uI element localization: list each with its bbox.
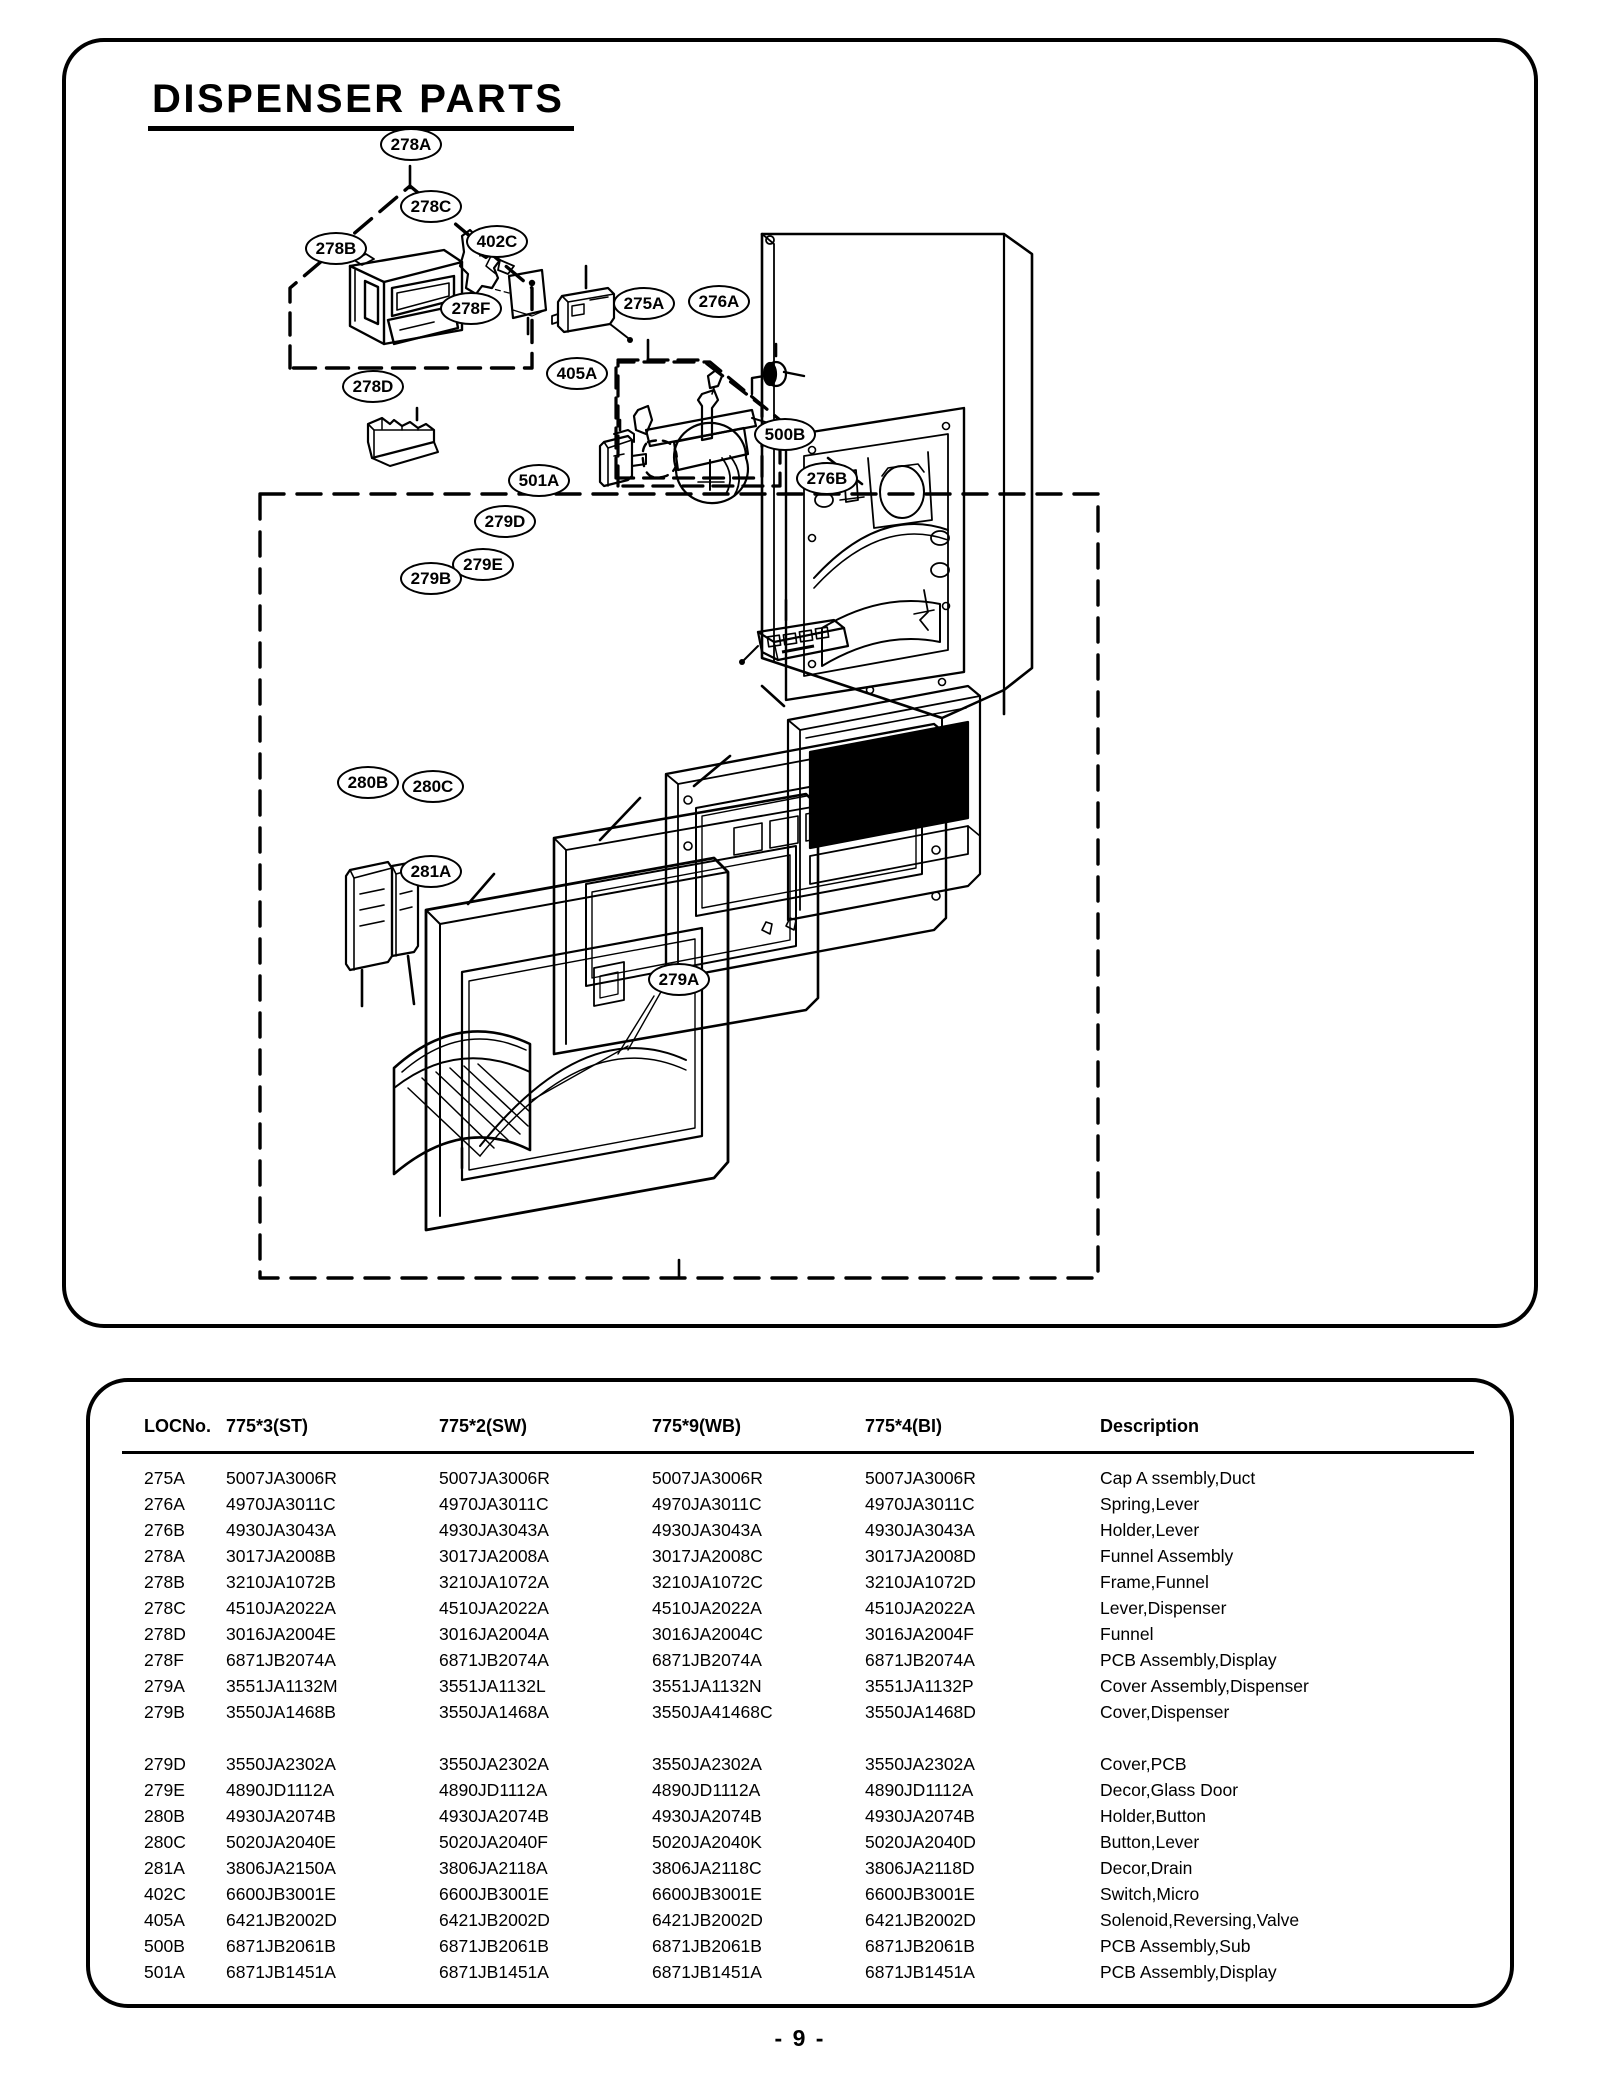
cell-locno: 279D <box>144 1754 186 1774</box>
page-title: DISPENSER PARTS <box>148 78 574 131</box>
cell-description: Cap A ssembly,Duct <box>1100 1468 1256 1488</box>
cell-part-775-4-bi: 3016JA2004F <box>865 1624 974 1644</box>
table-row <box>122 1596 1474 1622</box>
cell-part-775-4-bi: 4930JA3043A <box>865 1520 975 1540</box>
cell-locno: 278B <box>144 1572 185 1592</box>
cell-description: Button,Lever <box>1100 1832 1200 1852</box>
diagram-panel <box>62 38 1538 1328</box>
cell-part-775-9-wb: 4890JD1112A <box>652 1780 761 1800</box>
cell-part-775-3-st: 3550JA1468B <box>226 1702 336 1722</box>
table-row <box>122 1648 1474 1674</box>
cell-part-775-3-st: 3806JA2150A <box>226 1858 336 1878</box>
callout-label: 276B <box>806 469 848 488</box>
table-body <box>122 1453 1474 1986</box>
callout-label: 281A <box>410 862 452 881</box>
cell-description: Spring,Lever <box>1100 1494 1200 1514</box>
cell-description <box>1078 1726 1474 1752</box>
cell-description: Solenoid,Reversing,Valve <box>1100 1910 1300 1930</box>
cell-part-775-4-bi: 5020JA2040D <box>865 1832 976 1852</box>
cell-part-775-2-sw: 6421JB2002D <box>439 1910 550 1930</box>
cell-part-775-2-sw: 4970JA3011C <box>439 1494 549 1514</box>
callout-label: 278D <box>352 377 394 396</box>
table-header-row <box>122 1412 1474 1453</box>
callout-label: 278A <box>390 135 432 154</box>
table-row <box>122 1908 1474 1934</box>
table-row <box>122 1804 1474 1830</box>
cell-part-775-9-wb: 6871JB1451A <box>652 1962 762 1982</box>
cell-part-775-2-sw <box>439 1726 652 1752</box>
cell-part-775-3-st: 3017JA2008B <box>226 1546 336 1566</box>
callout-label: 278F <box>451 299 491 318</box>
cell-part-775-9-wb: 3550JA41468C <box>652 1702 773 1722</box>
table-row <box>122 1700 1474 1726</box>
cell-part-775-4-bi: 4510JA2022A <box>865 1598 975 1618</box>
callout-278A[interactable] <box>380 128 442 161</box>
cell-part-775-2-sw: 5007JA3006R <box>439 1468 550 1488</box>
column-header-description: Description <box>1100 1416 1200 1436</box>
callout-278C[interactable] <box>400 190 462 223</box>
cell-locno: 281A <box>144 1858 185 1878</box>
callout-label: 405A <box>556 364 598 383</box>
callout-279A[interactable] <box>648 963 710 996</box>
cell-part-775-4-bi: 6871JB1451A <box>865 1962 975 1982</box>
cell-description: Holder,Button <box>1100 1806 1207 1826</box>
cell-part-775-2-sw: 3017JA2008A <box>439 1546 549 1566</box>
parts-list-table <box>122 1412 1474 1986</box>
cell-locno: 402C <box>144 1884 186 1904</box>
table-row <box>122 1752 1474 1778</box>
callout-500B[interactable] <box>754 418 816 451</box>
cell-description: PCB Assembly,Display <box>1100 1650 1277 1670</box>
cell-part-775-2-sw: 6871JB1451A <box>439 1962 549 1982</box>
cell-part-775-2-sw: 4930JA3043A <box>439 1520 549 1540</box>
table-row <box>122 1882 1474 1908</box>
cell-part-775-2-sw: 5020JA2040F <box>439 1832 548 1852</box>
callout-276B[interactable] <box>796 462 858 495</box>
cell-part-775-3-st: 5007JA3006R <box>226 1468 337 1488</box>
callout-label: 279E <box>463 555 503 574</box>
cell-part-775-4-bi: 3550JA1468D <box>865 1702 976 1722</box>
cell-part-775-4-bi: 4890JD1112A <box>865 1780 974 1800</box>
table-row <box>122 1856 1474 1882</box>
cell-part-775-3-st: 4970JA3011C <box>226 1494 336 1514</box>
callout-405A[interactable] <box>546 357 608 390</box>
callout-280C[interactable] <box>402 770 464 803</box>
cell-part-775-9-wb: 6600JB3001E <box>652 1884 762 1904</box>
table-row <box>122 1518 1474 1544</box>
cell-part-775-3-st: 4930JA3043A <box>226 1520 336 1540</box>
cell-locno: 280C <box>144 1832 186 1852</box>
callout-label: 276A <box>698 292 740 311</box>
cell-locno: 278F <box>144 1650 184 1670</box>
cell-locno <box>122 1726 226 1752</box>
cell-part-775-3-st: 6600JB3001E <box>226 1884 336 1904</box>
cell-part-775-4-bi: 5007JA3006R <box>865 1468 976 1488</box>
table-row <box>122 1778 1474 1804</box>
cell-part-775-3-st: 3210JA1072B <box>226 1572 336 1592</box>
column-header-locno: LOCNo. <box>144 1416 211 1436</box>
cell-description: PCB Assembly,Sub <box>1100 1936 1251 1956</box>
cell-locno: 279E <box>144 1780 185 1800</box>
cell-locno: 275A <box>144 1468 185 1488</box>
cell-locno: 501A <box>144 1962 185 1982</box>
callout-label: 280B <box>347 773 389 792</box>
cell-part-775-9-wb: 3806JA2118C <box>652 1858 762 1878</box>
cell-description: Cover,PCB <box>1100 1754 1187 1774</box>
cell-part-775-2-sw: 3550JA2302A <box>439 1754 549 1774</box>
table-row <box>122 1544 1474 1570</box>
cell-part-775-4-bi: 6600JB3001E <box>865 1884 975 1904</box>
cell-part-775-9-wb: 6421JB2002D <box>652 1910 763 1930</box>
cell-description: Cover Assembly,Dispenser <box>1100 1676 1309 1696</box>
cell-locno: 279A <box>144 1676 185 1696</box>
callout-280B[interactable] <box>337 766 399 799</box>
cell-part-775-9-wb: 3551JA1132N <box>652 1676 762 1696</box>
column-header-775-3-st: 775*3(ST) <box>226 1416 309 1436</box>
cell-part-775-9-wb: 6871JB2061B <box>652 1936 762 1956</box>
cell-locno: 405A <box>144 1910 185 1930</box>
cell-part-775-4-bi: 3551JA1132P <box>865 1676 974 1696</box>
cell-description: Frame,Funnel <box>1100 1572 1209 1592</box>
table-spacer-row <box>122 1726 1474 1752</box>
cell-part-775-9-wb: 4930JA3043A <box>652 1520 762 1540</box>
cell-part-775-2-sw: 6871JB2061B <box>439 1936 549 1956</box>
table-row <box>122 1570 1474 1596</box>
callout-501A[interactable] <box>508 464 570 497</box>
cell-part-775-9-wb: 5007JA3006R <box>652 1468 763 1488</box>
cell-part-775-2-sw: 4890JD1112A <box>439 1780 548 1800</box>
cell-locno: 276A <box>144 1494 185 1514</box>
cell-part-775-9-wb: 5020JA2040K <box>652 1832 762 1852</box>
cell-locno: 278D <box>144 1624 186 1644</box>
cell-part-775-3-st: 5020JA2040E <box>226 1832 336 1852</box>
cell-description: Switch,Micro <box>1100 1884 1200 1904</box>
cell-part-775-3-st: 4510JA2022A <box>226 1598 336 1618</box>
callout-276A[interactable] <box>688 285 750 318</box>
cell-part-775-2-sw: 4930JA2074B <box>439 1806 549 1826</box>
column-header-775-2-sw: 775*2(SW) <box>439 1416 528 1436</box>
callout-label: 501A <box>518 471 560 490</box>
cell-part-775-4-bi: 6421JB2002D <box>865 1910 976 1930</box>
cell-description: PCB Assembly,Display <box>1100 1962 1277 1982</box>
callout-label: 279B <box>410 569 452 588</box>
cell-part-775-2-sw: 4510JA2022A <box>439 1598 549 1618</box>
cell-part-775-9-wb: 6871JB2074A <box>652 1650 762 1670</box>
cell-description: Decor,Glass Door <box>1100 1780 1239 1800</box>
cell-part-775-4-bi: 3210JA1072D <box>865 1572 976 1592</box>
cell-part-775-3-st: 4890JD1112A <box>226 1780 335 1800</box>
callout-279D[interactable] <box>474 505 536 538</box>
cell-locno: 278A <box>144 1546 185 1566</box>
table-row <box>122 1492 1474 1518</box>
cell-description: Decor,Drain <box>1100 1858 1193 1878</box>
cell-part-775-9-wb: 4970JA3011C <box>652 1494 762 1514</box>
callout-label: 402C <box>476 232 518 251</box>
cell-part-775-9-wb: 3016JA2004C <box>652 1624 763 1644</box>
cell-description: Funnel <box>1100 1624 1154 1644</box>
callout-label: 275A <box>623 294 665 313</box>
cell-part-775-3-st: 6871JB1451A <box>226 1962 336 1982</box>
callout-279B[interactable] <box>400 562 462 595</box>
cell-part-775-9-wb: 3550JA2302A <box>652 1754 762 1774</box>
callout-label: 280C <box>412 777 454 796</box>
cell-part-775-4-bi: 3017JA2008D <box>865 1546 976 1566</box>
cell-locno: 278C <box>144 1598 186 1618</box>
parts-list-table-container <box>86 1378 1514 2008</box>
cell-part-775-2-sw: 3551JA1132L <box>439 1676 546 1696</box>
table-row <box>122 1622 1474 1648</box>
cell-part-775-3-st <box>226 1726 439 1752</box>
cell-description: Cover,Dispenser <box>1100 1702 1230 1722</box>
callout-278F[interactable] <box>440 292 502 325</box>
cell-part-775-9-wb: 3017JA2008C <box>652 1546 763 1566</box>
table-row <box>122 1830 1474 1856</box>
cell-part-775-4-bi: 4930JA2074B <box>865 1806 975 1826</box>
cell-part-775-4-bi <box>865 1726 1078 1752</box>
table-row <box>122 1674 1474 1700</box>
cell-description: Lever,Dispenser <box>1100 1598 1227 1618</box>
cell-part-775-4-bi: 6871JB2061B <box>865 1936 975 1956</box>
cell-part-775-9-wb: 4930JA2074B <box>652 1806 762 1826</box>
callout-label: 279D <box>484 512 526 531</box>
cell-locno: 276B <box>144 1520 185 1540</box>
callout-label: 278C <box>410 197 452 216</box>
cell-part-775-9-wb: 4510JA2022A <box>652 1598 762 1618</box>
callout-label: 500B <box>764 425 806 444</box>
cell-part-775-4-bi: 3550JA2302A <box>865 1754 975 1774</box>
cell-part-775-3-st: 6421JB2002D <box>226 1910 337 1930</box>
table-row <box>122 1453 1474 1492</box>
table-header <box>122 1412 1474 1453</box>
cell-part-775-3-st: 3551JA1132M <box>226 1676 338 1696</box>
cell-part-775-3-st: 3016JA2004E <box>226 1624 336 1644</box>
cell-part-775-2-sw: 3550JA1468A <box>439 1702 549 1722</box>
cell-part-775-4-bi: 3806JA2118D <box>865 1858 975 1878</box>
table-row <box>122 1934 1474 1960</box>
callout-275A[interactable] <box>613 287 675 320</box>
column-header-775-4-bi: 775*4(BI) <box>865 1416 943 1436</box>
table-row <box>122 1960 1474 1986</box>
callout-281A[interactable] <box>400 855 462 888</box>
cell-part-775-4-bi: 4970JA3011C <box>865 1494 975 1514</box>
cell-part-775-9-wb <box>652 1726 865 1752</box>
cell-part-775-3-st: 3550JA2302A <box>226 1754 336 1774</box>
cell-part-775-2-sw: 3210JA1072A <box>439 1572 549 1592</box>
cell-description: Funnel Assembly <box>1100 1546 1234 1566</box>
callout-label: 279A <box>658 970 700 989</box>
cell-locno: 280B <box>144 1806 185 1826</box>
cell-part-775-2-sw: 3806JA2118A <box>439 1858 548 1878</box>
cell-part-775-3-st: 6871JB2074A <box>226 1650 336 1670</box>
cell-description: Holder,Lever <box>1100 1520 1200 1540</box>
callout-278D[interactable] <box>342 370 404 403</box>
cell-part-775-3-st: 6871JB2061B <box>226 1936 336 1956</box>
callout-label: 278B <box>315 239 357 258</box>
cell-part-775-2-sw: 6871JB2074A <box>439 1650 549 1670</box>
cell-locno: 500B <box>144 1936 185 1956</box>
column-header-775-9-wb: 775*9(WB) <box>652 1416 742 1436</box>
cell-locno: 279B <box>144 1702 185 1722</box>
cell-part-775-3-st: 4930JA2074B <box>226 1806 336 1826</box>
cell-part-775-9-wb: 3210JA1072C <box>652 1572 763 1592</box>
cell-part-775-4-bi: 6871JB2074A <box>865 1650 975 1670</box>
page-number: - 9 - <box>774 2025 826 2051</box>
cell-part-775-2-sw: 6600JB3001E <box>439 1884 549 1904</box>
callout-278B[interactable] <box>305 232 367 265</box>
cell-part-775-2-sw: 3016JA2004A <box>439 1624 549 1644</box>
callout-402C[interactable] <box>466 225 528 258</box>
